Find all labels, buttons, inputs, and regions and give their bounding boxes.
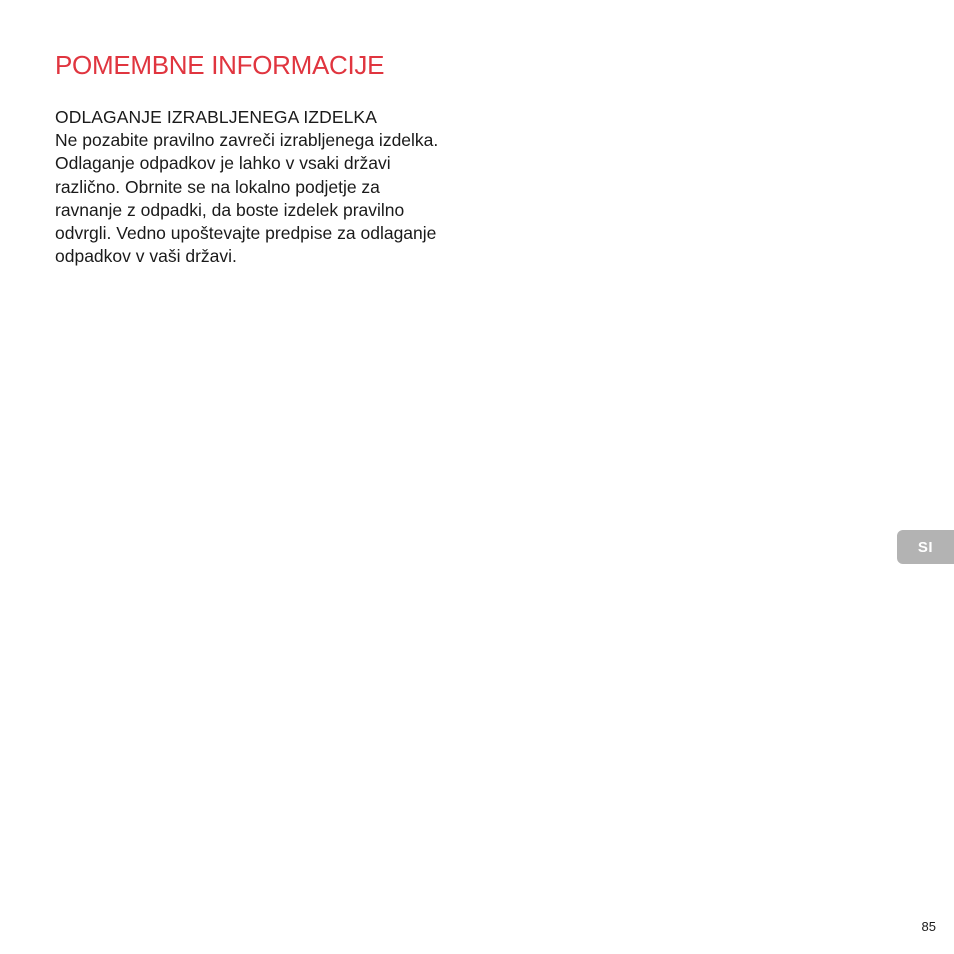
section-paragraph-2: Odlaganje odpadkov je lahko v vsaki državi različno. Obrnite se na lokalno podjetje za ravnanje z odpadki, da boste izdelek pravilno odvrgli. Vedno upoštevajte predpise za odlaganje odpadkov v vaši državi.	[55, 153, 437, 267]
section-heading: ODLAGANJE IZRABLJENEGA IZDELKA	[55, 107, 377, 127]
page-title: POMEMBNE INFORMACIJE	[55, 50, 385, 80]
disposal-section	[55, 105, 440, 269]
page-number: 85	[921, 919, 936, 934]
section-paragraph-1: Ne pozabite pravilno zavreči izrabljenega izdelka.	[55, 130, 439, 150]
language-tab: SI	[897, 530, 954, 564]
